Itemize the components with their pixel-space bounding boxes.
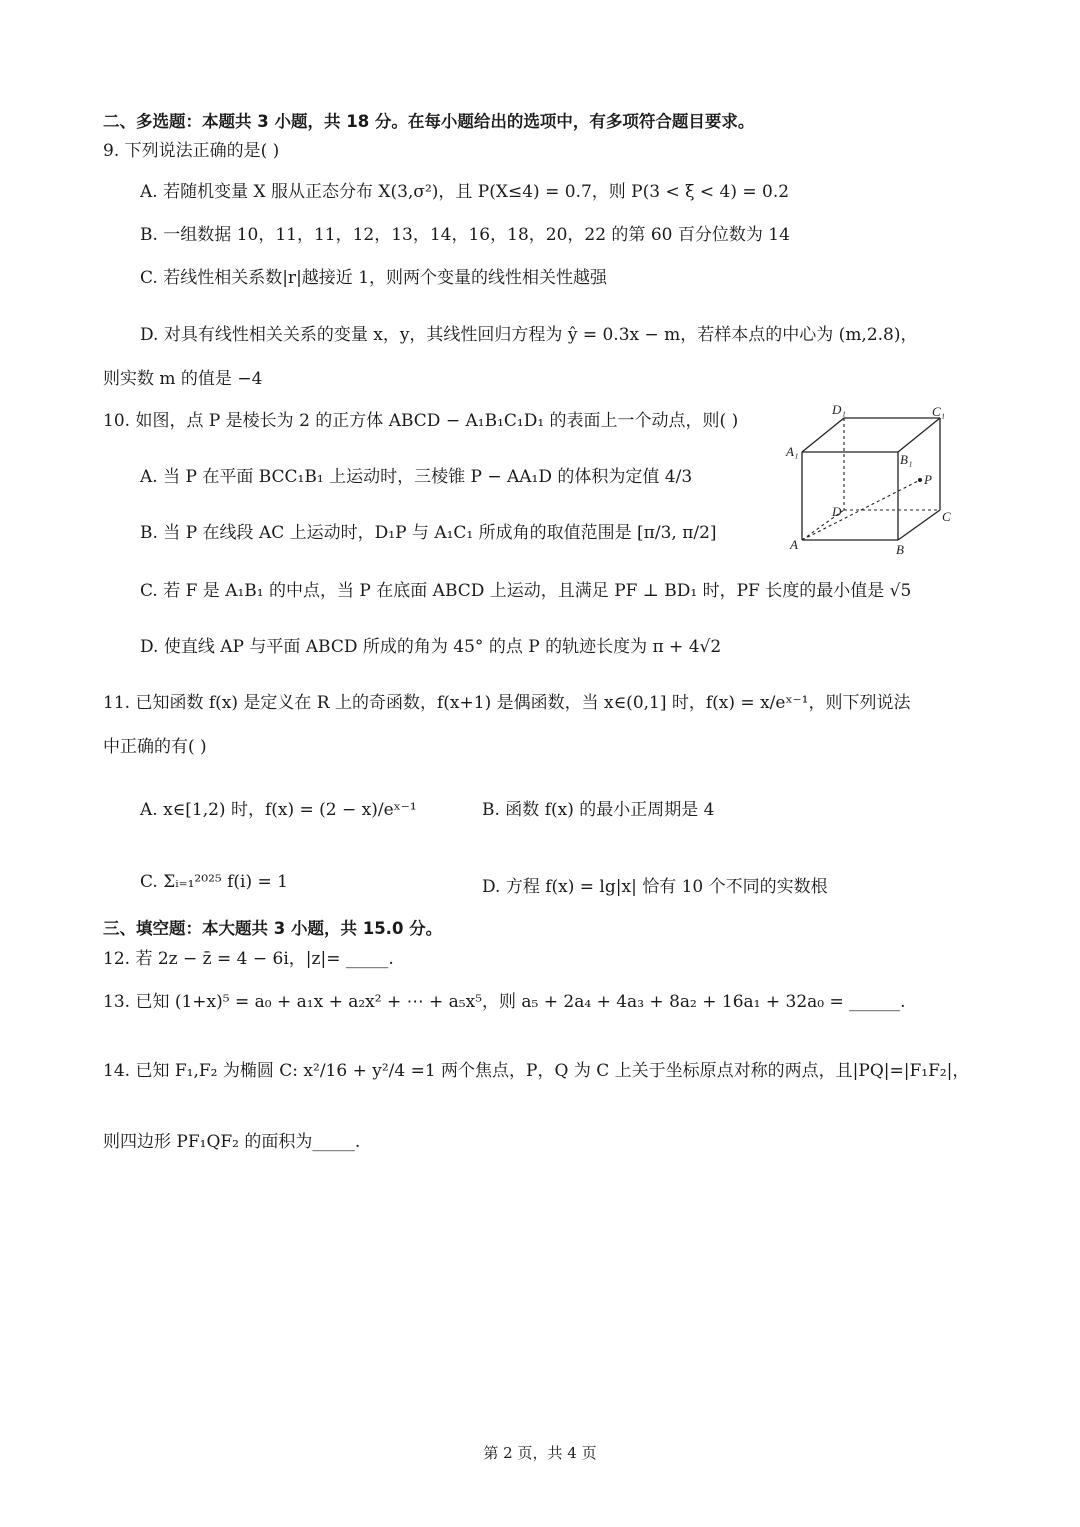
label-c: C (942, 509, 951, 524)
question-9-option-d-line2: 则实数 m 的值是 −4 (103, 369, 263, 389)
question-11-option-d: D. 方程 f(x) = lg|x| 恰有 10 个不同的实数根 (482, 877, 828, 897)
label-a: A (790, 537, 798, 552)
question-14-line1: 14. 已知 F₁,F₂ 为椭圆 C: x²/16 + y²/4 =1 两个焦点，P，Q 为 C 上关于坐标原点对称的两点，且|PQ|=|F₁F₂|， (103, 1061, 970, 1081)
question-12: 12. 若 2z − z̄ = 4 − 6i，|z|= _____. (103, 949, 394, 969)
question-11-option-a: A. x∈[1,2) 时，f(x) = (2 − x)/eˣ⁻¹ (140, 800, 417, 820)
question-9-option-a: A. 若随机变量 X 服从正态分布 X(3,σ²)，且 P(X≤4) = 0.7，则 P(3 < ξ < 4) = 0.2 (140, 182, 790, 202)
cube-figure (780, 400, 960, 560)
question-11-option-b: B. 函数 f(x) 的最小正周期是 4 (482, 800, 715, 820)
label-b1: B₁ (900, 452, 913, 467)
question-11-stem-line2: 中正确的有( ) (103, 737, 207, 757)
question-9-option-d-line1: D. 对具有线性相关关系的变量 x，y，其线性回归方程为 ŷ = 0.3x − m，若样本点的中心为 (m,2.8)， (140, 325, 918, 345)
label-a1: A₁ (786, 444, 799, 459)
label-b: B (896, 542, 904, 557)
label-p: P (924, 472, 932, 487)
question-10-option-b: B. 当 P 在线段 AC 上运动时，D₁P 与 A₁C₁ 所成角的取值范围是 [π/3, π/2] (140, 523, 717, 543)
question-11-stem-line1: 11. 已知函数 f(x) 是定义在 R 上的奇函数，f(x+1) 是偶函数，当 x∈(0,1] 时，f(x) = x/eˣ⁻¹，则下列说法 (103, 693, 911, 713)
label-d1: D₁ (832, 402, 846, 417)
question-10-stem: 10. 如图，点 P 是棱长为 2 的正方体 ABCD − A₁B₁C₁D₁ 的表面上一个动点，则( ) (103, 411, 739, 431)
page-footer: 第 2 页，共 4 页 (483, 1444, 597, 1462)
question-9-option-b: B. 一组数据 10，11，11，12，13，14，16，18，20，22 的第 60 百分位数为 14 (140, 225, 790, 245)
label-c1: C₁ (932, 404, 946, 419)
question-9-option-c: C. 若线性相关系数|r|越接近 1，则两个变量的线性相关性越强 (140, 268, 608, 288)
question-10-option-c: C. 若 F 是 A₁B₁ 的中点，当 P 在底面 ABCD 上运动，且满足 PF ⊥ BD₁ 时，PF 长度的最小值是 √5 (140, 581, 912, 601)
question-10-option-a: A. 当 P 在平面 BCC₁B₁ 上运动时，三棱锥 P − AA₁D 的体积为定值 4/3 (140, 467, 693, 487)
section2-header: 二、多选题：本题共 3 小题，共 18 分。在每小题给出的选项中，有多项符合题目要求。 (103, 112, 755, 131)
question-13: 13. 已知 (1+x)⁵ = a₀ + a₁x + a₂x² + ⋯ + a₅x⁵，则 a₅ + 2a₄ + 4a₃ + 8a₂ + 16a₁ + 32a₀ = ______. (103, 992, 906, 1012)
section3-header: 三、填空题：本大题共 3 小题，共 15.0 分。 (103, 919, 443, 938)
question-10-option-d: D. 使直线 AP 与平面 ABCD 所成的角为 45° 的点 P 的轨迹长度为 π + 4√2 (140, 637, 722, 657)
question-9-stem: 9. 下列说法正确的是( ) (103, 141, 280, 161)
question-11-option-c: C. Σᵢ₌₁²⁰²⁵ f(i) = 1 (140, 872, 288, 892)
label-d: D (832, 504, 842, 519)
question-14-line2: 则四边形 PF₁QF₂ 的面积为_____. (103, 1132, 361, 1152)
